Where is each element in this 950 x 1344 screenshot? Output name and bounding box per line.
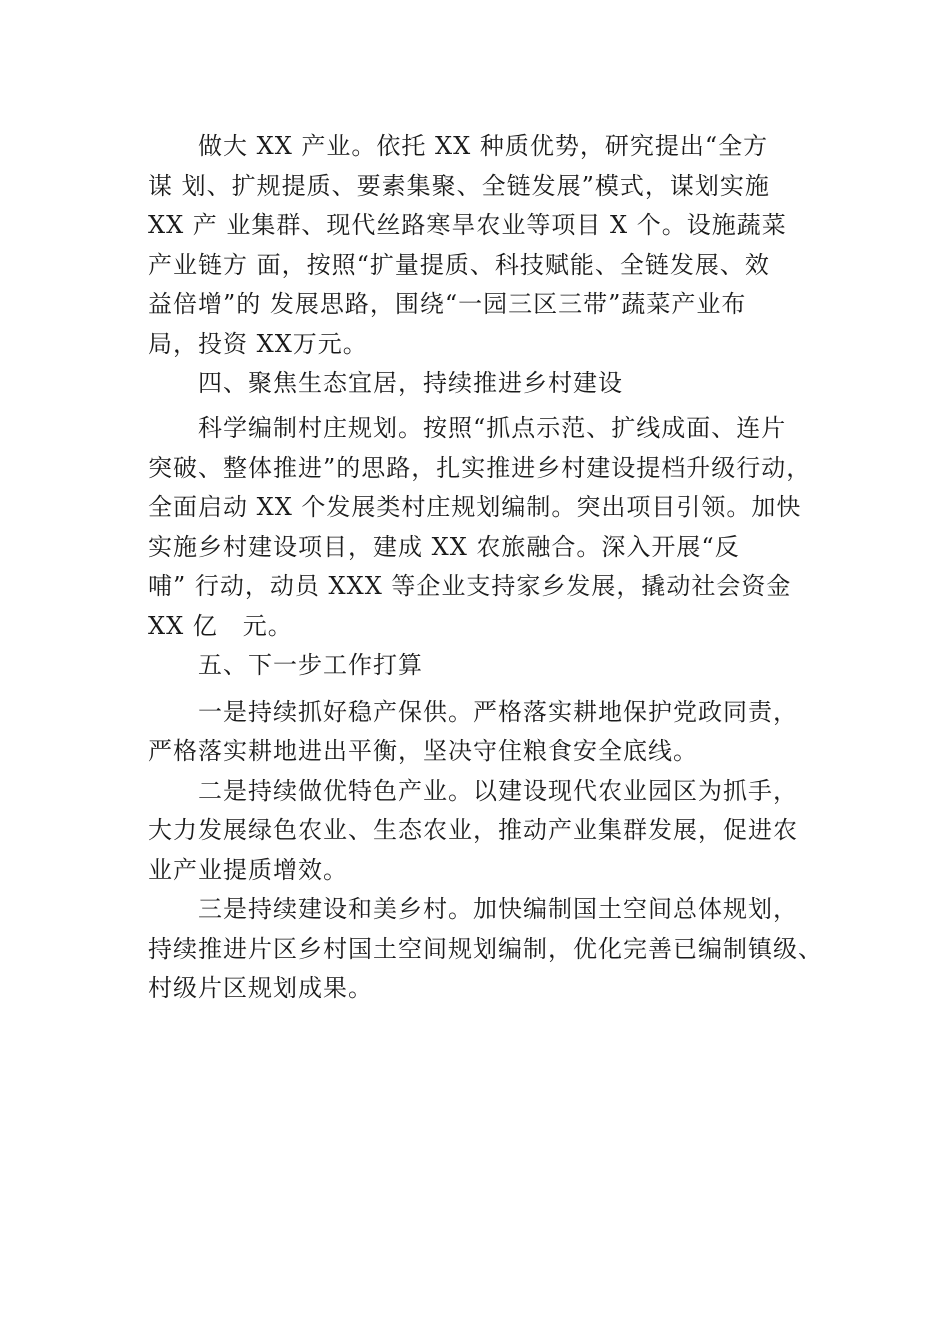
text-line: 科学编制村庄规划。按照“抓点示范、扩线成面、连片 [148, 414, 787, 442]
section-heading-4: 四、聚焦生态宜居，持续推进乡村建设 [148, 369, 623, 397]
text-line: XX 产 业集群、现代丝路寒旱农业等项目 X 个。设施蔬菜 [148, 211, 787, 239]
text-line: 村级片区规划成果。 [148, 974, 373, 1002]
text-line: 持续推进片区乡村国土空间规划编制，优化完善已编制镇级、 [148, 935, 823, 963]
text-line: 哺” 行动，动员 XXX 等企业支持家乡发展，撬动社会资金 [148, 572, 792, 600]
text-line: 全面启动 XX 个发展类村庄规划编制。突出项目引领。加快 [148, 493, 802, 521]
text-line: 局，投资 XX万元。 [148, 330, 368, 358]
text-line: 一是持续抓好稳产保供。严格落实耕地保护党政同责， [148, 698, 798, 726]
text-line: 严格落实耕地进出平衡，坚决守住粮食安全底线。 [148, 737, 698, 765]
text-line: 谋 划、扩规提质、要素集聚、全链发展”模式，谋划实施 [148, 172, 770, 200]
text-line: 业产业提质增效。 [148, 856, 348, 884]
section-heading-5: 五、下一步工作打算 [148, 651, 423, 679]
text-line: 二是持续做优特色产业。以建设现代农业园区为抓手， [148, 777, 798, 805]
text-line: 突破、整体推进”的思路，扎实推进乡村建设提档升级行动， [148, 454, 812, 482]
text-line: 益倍增”的 发展思路，围绕“一园三区三带”蔬菜产业布 [148, 290, 747, 318]
text-line: 三是持续建设和美乡村。加快编制国土空间总体规划， [148, 895, 798, 923]
text-line: 产业链方 面，按照“扩量提质、科技赋能、全链发展、效 [148, 251, 770, 279]
text-line: 做大 XX 产业。依托 XX 种质优势，研究提出“全方 [148, 132, 769, 160]
text-line: 实施乡村建设项目，建成 XX 农旅融合。深入开展“反 [148, 533, 740, 561]
text-line: XX 亿 元。 [148, 612, 293, 640]
text-line: 大力发展绿色农业、生态农业，推动产业集群发展，促进农 [148, 816, 798, 844]
